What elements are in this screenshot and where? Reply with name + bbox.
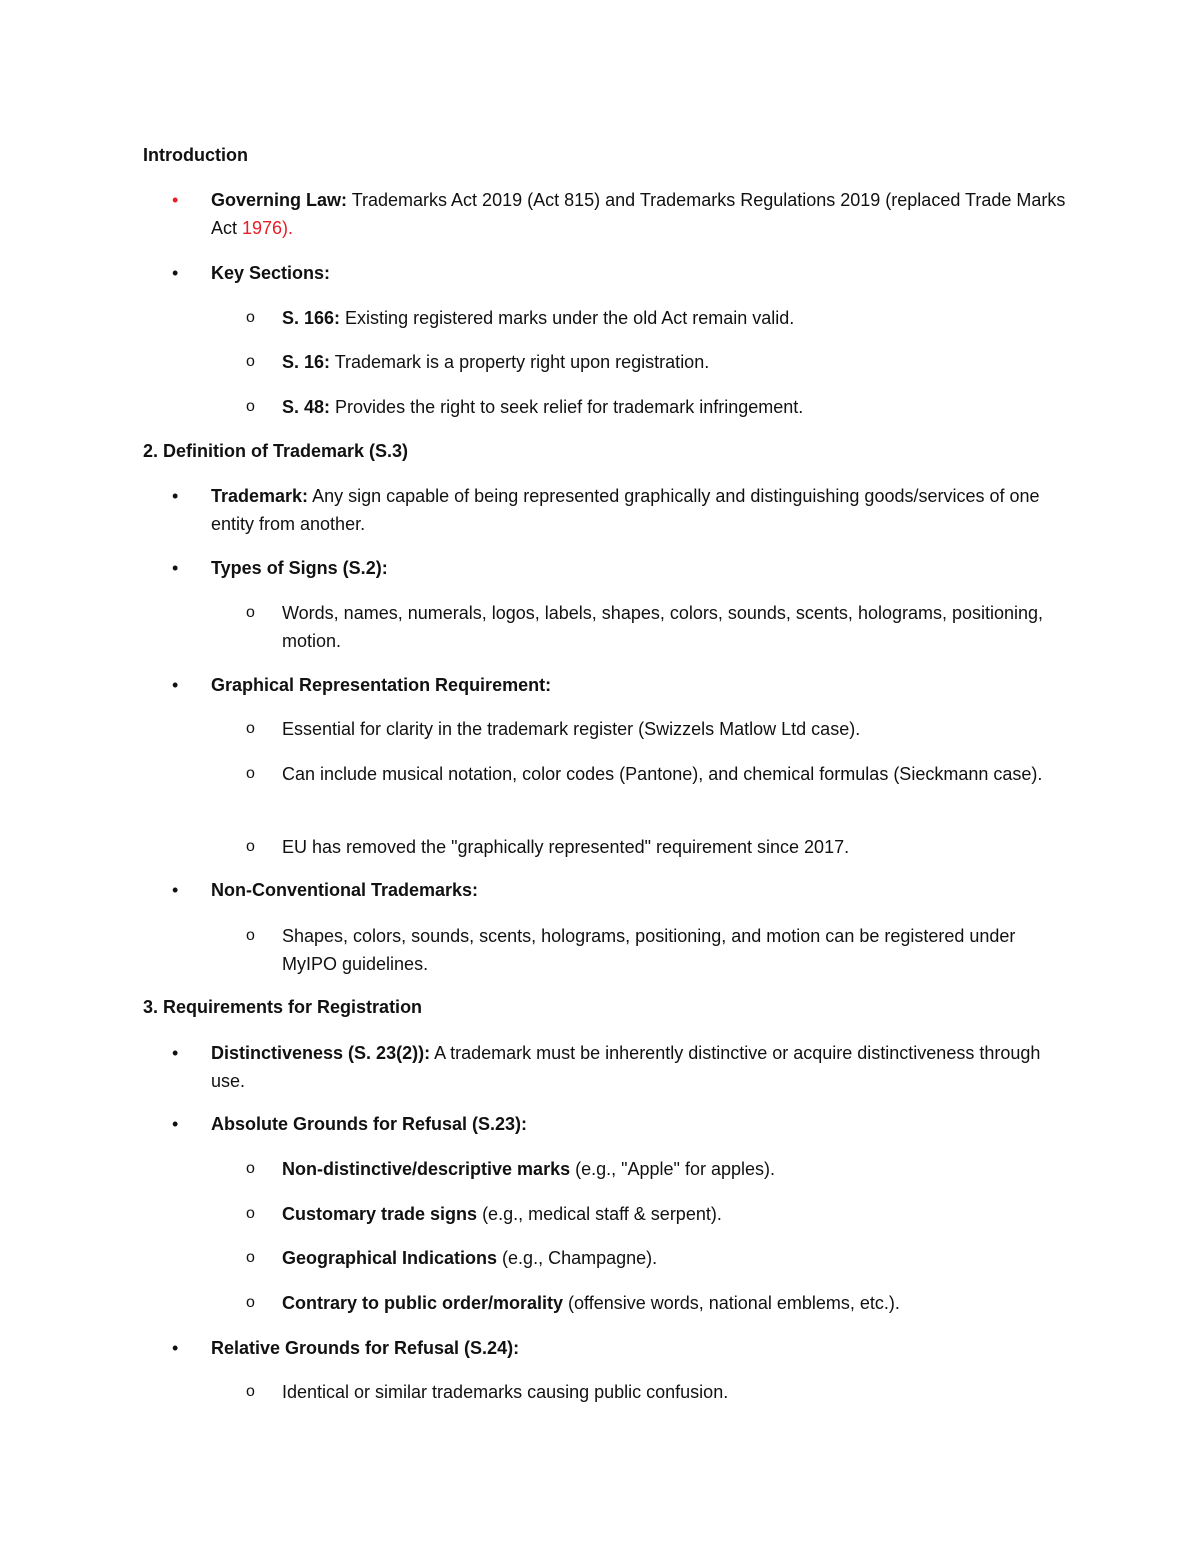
bullet: • [172,675,179,695]
sub-item [282,1155,1072,1183]
section-heading-definition: 2. Definition of Trademark (S.3) [143,441,409,461]
item-label: S. 166: [282,308,341,328]
sub-item: EU has removed the "graphically represented" requirement since 2017. [282,837,850,857]
item-text: Provides the right to seek relief for trademark infringement. [330,397,804,417]
sub-item: Shapes, colors, sounds, scents, holograms, positioning, and motion can be registered under MyIPO guidelines. [282,926,1016,974]
bullet: • [172,1338,179,1358]
sub-item [282,1200,1072,1228]
item-label: Relative Grounds for Refusal (S.24): [211,1338,520,1358]
bullet: • [172,486,179,506]
item-label: Trademark: [211,486,309,506]
bullet: • [172,263,179,283]
sub-bullet: o [246,1294,255,1311]
item-label: S. 48: [282,397,331,417]
item-label: Geographical Indications [282,1248,498,1268]
bullet-red: • [172,190,179,210]
list-item-key-sections [211,259,1071,287]
sub-bullet: o [246,1249,255,1266]
item-label: Non-distinctive/descriptive marks [282,1159,571,1179]
item-label: Types of Signs (S.2): [211,558,388,578]
sub-item: Identical or similar trademarks causing public confusion. [282,1382,729,1402]
section-heading-requirements: 3. Requirements for Registration [143,997,423,1017]
sub-bullet: o [246,1205,255,1222]
section-heading-introduction: Introduction [143,145,248,165]
item-label: Key Sections: [211,263,331,283]
list-item-non-conventional [211,876,1071,904]
sub-item: Words, names, numerals, logos, labels, shapes, colors, sounds, scents, holograms, positioning, motion. [282,603,1044,651]
bullet: • [172,880,179,900]
sub-item [282,348,1072,376]
item-text: Trademark is a property right upon registration. [330,352,710,372]
sub-bullet: o [246,309,255,326]
sub-bullet: o [246,604,255,621]
item-text: (e.g., "Apple" for apples). [570,1159,775,1179]
item-label: S. 16: [282,352,331,372]
sub-bullet: o [246,838,255,855]
sub-bullet: o [246,398,255,415]
list-item-trademark [211,482,1071,538]
item-label: Contrary to public order/morality [282,1293,564,1313]
sub-bullet: o [246,1383,255,1400]
sub-bullet: o [246,927,255,944]
sub-item: Essential for clarity in the trademark register (Swizzels Matlow Ltd case). [282,719,861,739]
sub-item [282,393,1072,421]
sub-item [282,1244,1072,1272]
item-text: A trademark must be inherently distinctive or acquire distinctiveness through use. [211,1043,1041,1091]
list-item-types-of-signs [211,554,1071,582]
item-label: Governing Law: [211,190,348,210]
item-text: Existing registered marks under the old Act remain valid. [340,308,795,328]
sub-bullet: o [246,1160,255,1177]
item-text: (e.g., medical staff & serpent). [477,1204,722,1224]
item-label: Absolute Grounds for Refusal (S.23): [211,1114,528,1134]
bullet: • [172,558,179,578]
item-label: Customary trade signs [282,1204,478,1224]
list-item-distinctiveness [211,1039,1071,1095]
bullet: • [172,1114,179,1134]
list-item-absolute-grounds [211,1110,1071,1138]
sub-item [282,304,1072,332]
list-item-governing-law [211,186,1071,242]
item-text: Any sign capable of being represented graphically and distinguishing goods/services of one entity from another. [211,486,1040,534]
sub-bullet: o [246,765,255,782]
item-text: Trademarks Act 2019 (Act 815) and Trademarks Regulations 2019 (replaced Trade Marks Act [211,190,1066,238]
item-label: Graphical Representation Requirement: [211,675,552,695]
sub-bullet: o [246,720,255,737]
list-item-graphical-representation [211,671,1071,699]
sub-item [282,1289,1072,1317]
item-text: (offensive words, national emblems, etc.). [563,1293,900,1313]
highlight-year: 1976). [242,218,294,238]
bullet: • [172,1043,179,1063]
sub-bullet: o [246,353,255,370]
item-text: (e.g., Champagne). [497,1248,658,1268]
list-item-relative-grounds [211,1334,1071,1362]
item-label: Non-Conventional Trademarks: [211,880,479,900]
sub-item: Can include musical notation, color codes (Pantone), and chemical formulas (Sieckmann case). [282,764,1043,784]
item-label: Distinctiveness (S. 23(2)): [211,1043,431,1063]
